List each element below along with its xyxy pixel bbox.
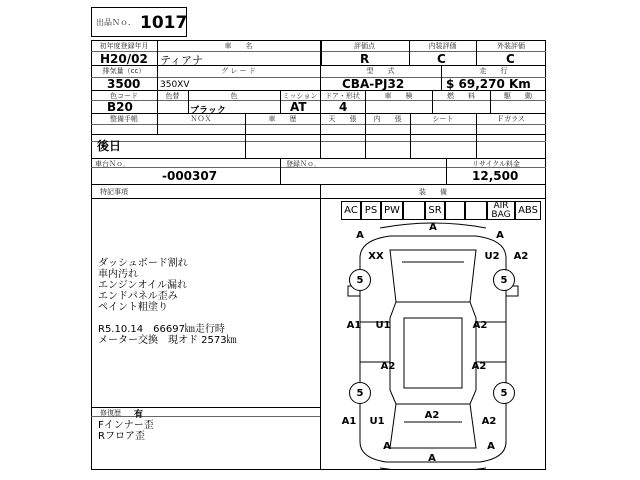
chassis-number: -000307 [162, 169, 218, 183]
equip-blank [445, 201, 465, 220]
cc-label: 排気量（cc） [102, 67, 146, 75]
damage-mark: A [496, 230, 504, 241]
color-label: 色 [230, 92, 238, 100]
displacement: 3500 [107, 77, 141, 91]
damage-mark: U2 [484, 251, 500, 262]
recycle-label: リサイクル料金 [471, 160, 521, 168]
grade: 350XV [160, 80, 190, 90]
year-label: 初年度登録年月 [99, 42, 149, 50]
drive-label: 駆 動 [504, 92, 532, 100]
exterior-score: C [506, 52, 515, 66]
chassis-label: 車台Ｎｏ． [95, 160, 130, 168]
equip-pw: PW [381, 201, 403, 220]
car-name-label: 車 名 [224, 42, 253, 50]
damage-mark: A [487, 441, 495, 452]
car-name: ティアナ [160, 54, 204, 67]
manual-label: 整備手帳 [110, 115, 138, 123]
damage-mark: A2 [380, 361, 396, 372]
equip-ac: AC [341, 201, 361, 220]
repair-value: 有 [134, 410, 144, 420]
seat-label: シート [432, 115, 454, 123]
color-change-label: 色替 [165, 92, 180, 100]
mission-label: ミッション [282, 92, 318, 100]
interior-score-label: 内装評価 [428, 42, 457, 50]
lot-number: 1017 [140, 13, 188, 33]
sunroof-label: 天 張 [328, 115, 357, 123]
front-glass-label: Ｆガラス [497, 115, 525, 123]
color: ブラック [190, 106, 226, 116]
mileage-label: 走 行 [479, 67, 508, 75]
equipment-label: 装 備 [419, 188, 447, 196]
damage-mark: A2 [513, 251, 529, 262]
damage-mark: A2 [424, 410, 440, 421]
equip-airbag: AIR BAG [487, 201, 515, 220]
inspection-label: 車 検 [384, 92, 413, 100]
first-registration: H20/02 [100, 52, 148, 66]
equip-blank [465, 201, 487, 220]
damage-mark: A2 [481, 416, 497, 427]
damage-mark: A2 [471, 361, 487, 372]
repair-line: Fインナー歪 [98, 420, 154, 431]
damage-mark: U1 [375, 320, 391, 331]
note-line: 車内汚れ [98, 269, 138, 280]
model-label: 型 式 [366, 67, 395, 75]
recycle-fee: 12,500 [472, 169, 519, 183]
lot-number-label: 出品Ｎｏ． [96, 18, 136, 27]
note-line: メーター交換 現オド 2573㎞ [98, 335, 237, 346]
color-code-label: 色コード [110, 92, 138, 100]
damage-mark: XX [368, 251, 384, 262]
interior-trim-label: 内 張 [373, 115, 402, 123]
grade-label: グ レ ー ド [221, 67, 256, 75]
tire-tread-circle: 5 [493, 382, 515, 404]
equip-ps: PS [361, 201, 381, 220]
note-line: エンジンオイル漏れ [98, 280, 187, 291]
equip-abs: ABS [515, 201, 541, 220]
fuel-label: 燃 料 [447, 92, 475, 100]
model-code: CBA-PJ32 [342, 77, 405, 91]
note-line: エンドパネル歪み [98, 291, 178, 302]
exterior-score-label: 外装評価 [497, 42, 525, 50]
damage-mark: A2 [472, 320, 488, 331]
mileage: $ 69,270 Km [446, 77, 531, 91]
equip-blank [403, 201, 425, 220]
tire-tread-circle: 5 [349, 382, 371, 404]
repair-line: Rフロア歪 [98, 431, 145, 442]
damage-mark: A [429, 222, 437, 233]
color-code: B20 [107, 100, 133, 114]
maintenance-manual: 後日 [97, 139, 122, 153]
damage-mark: A [356, 230, 364, 241]
damage-mark: A [428, 453, 436, 464]
note-line: ペイント粗塗り [98, 302, 168, 313]
note-line: ダッシュボード割れ [98, 258, 188, 269]
doors: 4 [339, 100, 348, 114]
history-label: 車 歴 [268, 115, 297, 123]
equip-sr: SR [425, 201, 445, 220]
doors-label: ドア・形状 [325, 92, 360, 100]
tire-tread-circle: 5 [493, 269, 515, 291]
lot-number-box [91, 7, 187, 37]
damage-mark: A [383, 441, 391, 452]
registration-label: 登録Ｎｏ． [286, 160, 321, 168]
repair-label: 修復歴 [100, 409, 121, 417]
interior-score: C [437, 52, 446, 66]
note-line: R5.10.14 66697㎞走行時 [98, 324, 225, 335]
score-label: 評価点 [354, 42, 375, 50]
score: R [360, 52, 370, 66]
tire-tread-circle: 5 [349, 269, 371, 291]
notes-label: 特記事項 [100, 188, 128, 196]
damage-mark: A1 [341, 416, 357, 427]
nox-label: ＮＯＸ [190, 115, 212, 123]
damage-mark: U1 [369, 416, 385, 427]
mission: AT [290, 100, 307, 114]
damage-mark: A1 [346, 320, 362, 331]
